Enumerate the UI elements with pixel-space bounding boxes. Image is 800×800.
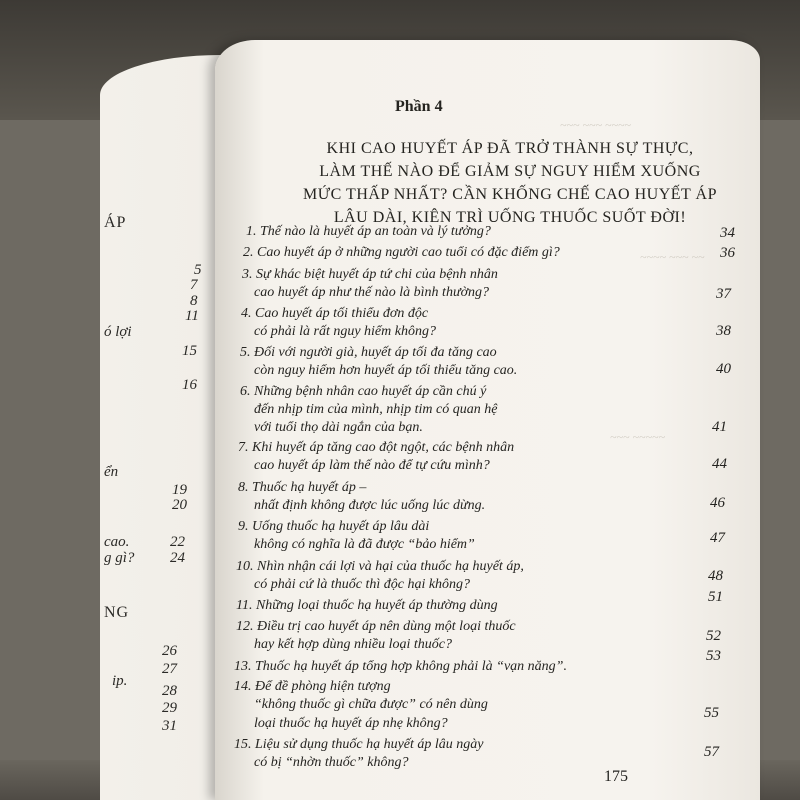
toc-entry-line: 8. Thuốc hạ huyết áp – <box>238 480 367 495</box>
toc-page-number: 44 <box>712 456 727 472</box>
toc-entry-line: có phải là rất nguy hiểm không? <box>254 324 436 339</box>
left-text-fragment: g gì? <box>104 550 135 566</box>
toc-entry-line: không có nghĩa là đã được “bảo hiểm” <box>254 537 475 552</box>
toc-entry-line: 5. Đối với người già, huyết áp tối đa tăng cao <box>240 345 497 360</box>
toc-entry-line: nhất định không được lúc uống lúc dừng. <box>254 498 486 513</box>
toc-page-number: 57 <box>704 744 719 760</box>
toc-entry-line: với tuổi thọ dài ngắn của bạn. <box>254 420 423 435</box>
bleed-through-text: ~~~ ~~~~~ <box>610 430 665 444</box>
toc-page-number: 41 <box>712 419 727 435</box>
section-heading-line: MỨC THẤP NHẤT? CẦN KHỐNG CHẾ CAO HUYẾT ÁP <box>303 186 717 203</box>
left-page-num: 26 <box>162 643 177 659</box>
left-heading-fragment: NG <box>104 604 130 621</box>
left-page-num: 7 <box>190 277 198 293</box>
toc-page-number: 48 <box>708 568 723 584</box>
left-heading-fragment: ÁP <box>104 214 127 231</box>
bleed-through-text: ~~~~ ~~~ ~~ <box>640 250 705 264</box>
toc-entry-line: 10. Nhìn nhận cái lợi và hại của thuốc hạ huyết áp, <box>236 559 524 574</box>
toc-entry-line: cao huyết áp như thế nào là bình thường? <box>254 285 490 300</box>
toc-entry-line: 7. Khi huyết áp tăng cao đột ngột, các bệnh nhân <box>238 440 515 455</box>
section-heading-line: LÂU DÀI, KIÊN TRÌ UỐNG THUỐC SUỐT ĐỜI! <box>333 209 687 226</box>
toc-entry-line: 3. Sự khác biệt huyết áp tứ chi của bệnh nhân <box>242 267 498 282</box>
left-page-num: 11 <box>185 308 199 324</box>
left-page-num: 31 <box>162 718 177 734</box>
toc-page-number: 34 <box>720 225 735 241</box>
toc-entry-line: 12. Điều trị cao huyết áp nên dùng một loại thuốc <box>236 619 516 634</box>
toc-entry-line: 1. Thế nào là huyết áp an toàn và lý tưởng? <box>246 224 491 239</box>
toc-page-number: 52 <box>706 628 721 644</box>
left-text-fragment: ó lợi <box>104 324 132 340</box>
toc-page-number: 40 <box>716 361 731 377</box>
toc-entry-line: có bị “nhờn thuốc” không? <box>254 755 409 770</box>
toc-entry-line: có phải cứ là thuốc thì độc hại không? <box>254 577 471 592</box>
toc-entry-line: loại thuốc hạ huyết áp nhẹ không? <box>254 716 448 731</box>
left-page-num: 20 <box>172 497 187 513</box>
toc-page-number: 47 <box>710 530 725 546</box>
toc-entry-line: cao huyết áp làm thế nào để tự cứu mình? <box>254 458 490 473</box>
toc-page-number: 37 <box>716 286 731 302</box>
toc-page-number: 51 <box>708 589 723 605</box>
left-page-num: 15 <box>182 343 197 359</box>
left-text-fragment: ển <box>104 464 119 480</box>
left-page-num: 28 <box>162 683 177 699</box>
section-heading-line: LÀM THẾ NÀO ĐỂ GIẢM SỰ NGUY HIỂM XUỐNG <box>319 163 701 180</box>
left-page-num: 8 <box>190 293 198 309</box>
section-heading-line: KHI CAO HUYẾT ÁP ĐÃ TRỞ THÀNH SỰ THỰC, <box>326 140 694 157</box>
toc-entry-line: 6. Những bệnh nhân cao huyết áp cần chú ý <box>240 384 487 399</box>
toc-page-number: 36 <box>720 245 735 261</box>
left-page-num: 22 <box>170 534 185 550</box>
left-page-num: 29 <box>162 700 177 716</box>
bleed-through-text: ~~~ ~~~ ~~~~ <box>560 118 631 132</box>
toc-entry-line: 4. Cao huyết áp tối thiểu đơn độc <box>241 306 429 321</box>
toc-entry-line: còn nguy hiểm hơn huyết áp tối thiểu tăng cao. <box>254 363 518 378</box>
toc-entry-line: 14. Để đề phòng hiện tượng <box>234 679 391 694</box>
toc-entry-line: 2. Cao huyết áp ở những người cao tuổi có đặc điểm gì? <box>243 245 560 260</box>
left-page-num: 27 <box>162 661 177 677</box>
left-text-fragment: ip. <box>112 673 128 689</box>
toc-entry-line: 9. Uống thuốc hạ huyết áp lâu dài <box>238 519 430 534</box>
page-number: 175 <box>604 768 628 785</box>
toc-page-number: 38 <box>716 323 731 339</box>
toc-entry-line: 11. Những loại thuốc hạ huyết áp thường dùng <box>236 598 498 613</box>
toc-entry-line: 15. Liệu sử dụng thuốc hạ huyết áp lâu ngày <box>234 737 484 752</box>
left-page-num: 5 <box>194 262 202 278</box>
toc-page-number: 53 <box>706 648 721 664</box>
left-page-num: 24 <box>170 550 185 566</box>
toc-page-number: 46 <box>710 495 725 511</box>
toc-page-number: 55 <box>704 705 719 721</box>
left-page-num: 19 <box>172 482 187 498</box>
toc-entry-line: hay kết hợp dùng nhiều loại thuốc? <box>254 637 452 652</box>
left-page-num: 16 <box>182 377 197 393</box>
toc-entry-line: 13. Thuốc hạ huyết áp tổng hợp không phải là “vạn năng”. <box>234 659 567 674</box>
part-title: Phần 4 <box>395 98 443 115</box>
left-text-fragment: cao. <box>104 534 130 550</box>
toc-entry-line: đến nhịp tim của mình, nhịp tim có quan hệ <box>254 402 498 417</box>
toc-entry-line: “không thuốc gì chữa được” có nên dùng <box>254 697 488 712</box>
